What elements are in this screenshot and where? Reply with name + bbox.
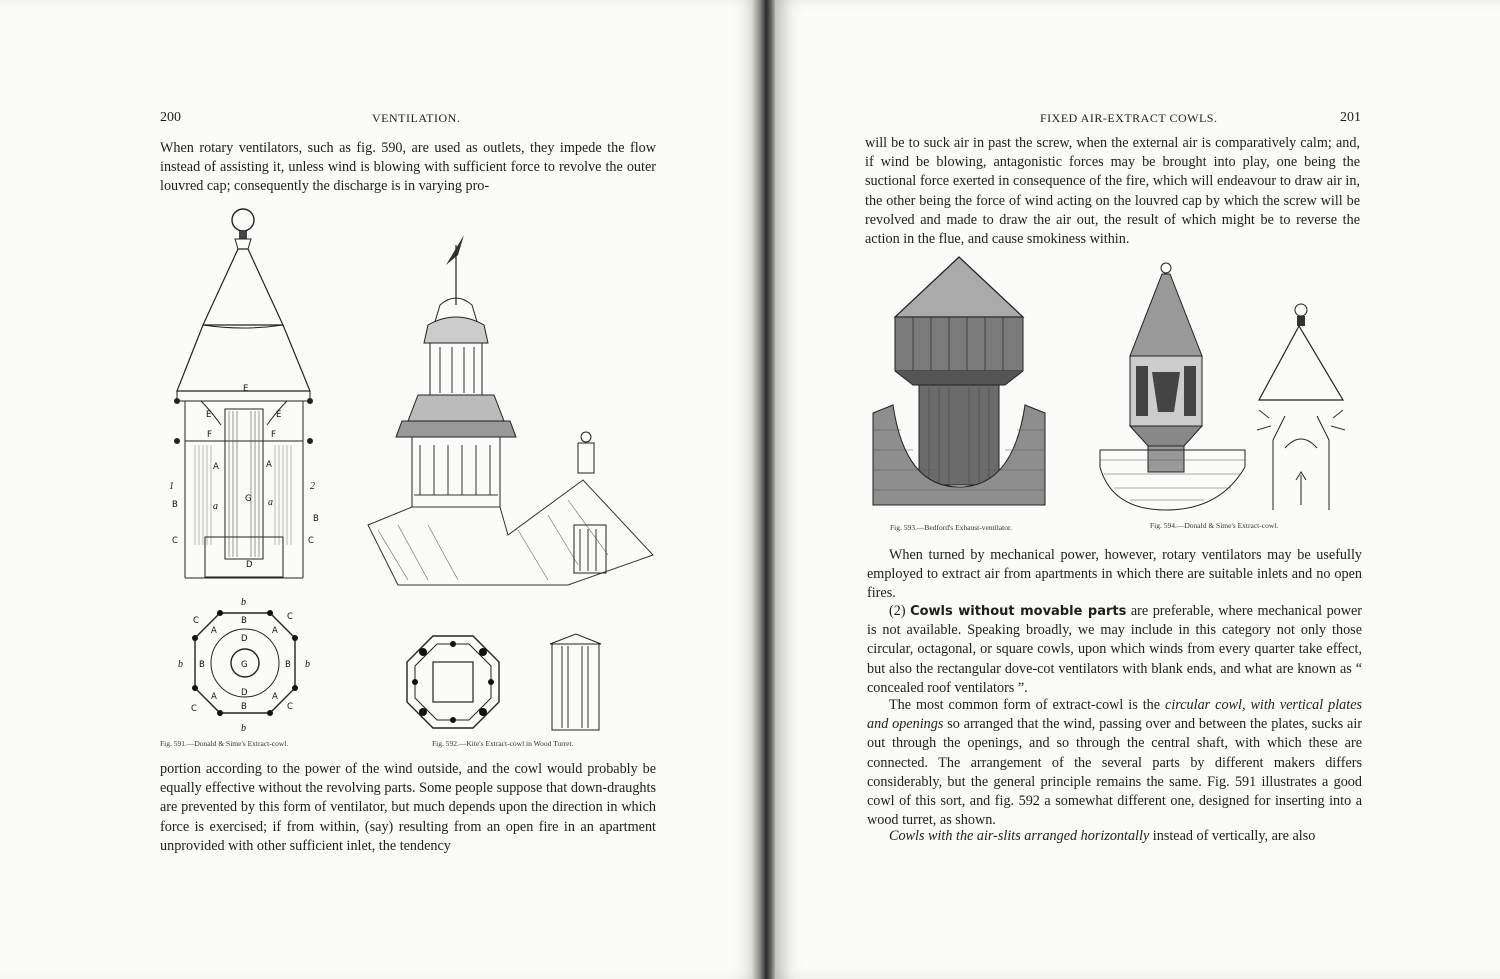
paragraph-rotary-mechanical: When turned by mechanical power, however, rotary ventilators may be usefully employed to extract air from apartments in which there are suitable inlets and no open fires. xyxy=(867,547,1362,602)
label-a-left: A xyxy=(213,462,219,472)
plan-label-b-small-left: b xyxy=(178,659,183,670)
section-heading-bold: Cowls without movable parts xyxy=(910,604,1127,619)
label-e-right: E xyxy=(276,410,282,420)
paragraph-cowls-without-movable-parts xyxy=(867,602,1362,698)
label-c-left: C xyxy=(172,536,178,546)
paragraph-3-lead: The most common form of extract-cowl is the xyxy=(889,697,1161,713)
page-number-right: 201 xyxy=(1340,110,1361,125)
label-e-top: E xyxy=(243,384,249,394)
label-c-right: C xyxy=(308,536,314,546)
fig-592-turret xyxy=(368,225,653,610)
label-b-left: B xyxy=(172,500,178,510)
label-1: 1 xyxy=(169,481,174,492)
plan-label-c-br: C xyxy=(287,702,293,712)
paragraph-4-rest: instead of vertically, are also xyxy=(1152,828,1316,844)
label-b-right: B xyxy=(313,514,319,524)
running-head-left: VENTILATION. xyxy=(372,111,461,125)
plan-label-b-left: B xyxy=(199,660,205,670)
fig-592-caption: Fig. 592.—Kite's Extract-cowl in Wood Turret. xyxy=(432,739,574,748)
paragraph-2-text: are preferable, where mechanical power is not available. Speaking broadly, we may include in this category not only those circular, octagonal, or square cowls, upon which winds from every quarter take effect, but also the rectangular dove-cot ventilators with blank ends, and what are known as “ concealed roof ventilators ”. xyxy=(867,603,1363,696)
label-a-right: A xyxy=(266,460,272,470)
label-f-left: F xyxy=(207,430,212,440)
fig-594-caption: Fig. 594.—Donald & Sime's Extract-cowl. xyxy=(1150,521,1279,530)
fig-594-extract-cowl-view xyxy=(1100,262,1245,512)
fig-591-caption: Fig. 591.—Donald & Sime's Extract-cowl. xyxy=(160,739,289,748)
plan-label-b-small-right: b xyxy=(305,659,310,670)
paragraph-horizontal-slits xyxy=(867,827,1362,846)
right-page xyxy=(775,0,1500,979)
paragraph-3-rest: so arranged that the wind, passing over and between the plates, sucks air out through the openings, and so through the central shaft, with which these are connected. The arrangement of the several parts by different makers differs considerably, but the general principle remains the same. Fig. 591 illustrates a good cowl of this sort, and fig. 592 a somewhat different one, designed for inserting into a wood turret, as shown. xyxy=(867,716,1362,829)
paragraph-bottom-left: portion according to the power of the wind outside, and the cowl would probably be equally effective without the revolving parts. Some people suppose that down-draughts are prevented by this form of ventilator, but much depends upon the direction in which force is exercised; if from within, (say) resulting from an open fire in an apartment unprovided with other sufficient inlet, the tendency xyxy=(160,761,656,854)
plan-label-c-tr: C xyxy=(287,612,293,622)
page-number-left: 200 xyxy=(160,110,181,125)
plan-label-a-bl: A xyxy=(211,692,217,702)
plan-label-b-right: B xyxy=(285,660,291,670)
label-e-left: E xyxy=(206,410,212,420)
paragraph-top-left: When rotary ventilators, such as fig. 590, are used as outlets, they impede the flow instead of assisting it, unless wind is blowing with sufficient force to revolve the outer louvred cap; consequently the discharge is in varying pro- xyxy=(160,140,656,195)
running-head-right: FIXED AIR-EXTRACT COWLS. xyxy=(1040,111,1218,125)
plan-label-b-small-bottom: b xyxy=(241,723,246,734)
fig-591-plan xyxy=(175,593,315,733)
plan-label-b-top: B xyxy=(241,616,247,626)
fig-591-elevation xyxy=(165,205,335,600)
fig-592-elevation xyxy=(548,632,603,732)
plan-label-a-tl: A xyxy=(211,626,217,636)
fig-593-caption: Fig. 593.—Bedford's Exhaust-ventilator. xyxy=(890,523,1012,532)
plan-label-g: G xyxy=(241,660,248,670)
fig-592-plan xyxy=(403,632,503,732)
label-g: G xyxy=(245,494,252,504)
plan-label-b-small-top: b xyxy=(241,597,246,608)
plan-label-b-bottom: B xyxy=(241,702,247,712)
paragraph-top-right: will be to suck air in past the screw, when the external air is comparatively calm; and, if wind be blowing, antagonistic forces may be brought into play, one being the suctional force exerted in consequence of the fire, which will endeavour to draw air in, the other being the force of wind acting on the louvred cap by which the screw will be revolved and made to draw the air out, the result of which might be to reverse the action in the flue, and cause smokiness within. xyxy=(865,135,1360,248)
paragraph-3-italic: circular cowl, with vertical plates and openings xyxy=(867,697,1363,733)
plan-label-d-top: D xyxy=(241,634,248,644)
paragraph-4-italic: Cowls with the air-slits arranged horizontally xyxy=(889,828,1150,844)
section-number: (2) xyxy=(889,603,906,619)
fig-593-exhaust-ventilator xyxy=(873,255,1045,515)
plan-label-a-br: A xyxy=(272,692,278,702)
paragraph-circular-cowl xyxy=(867,696,1362,830)
plan-label-c-tl: C xyxy=(193,616,199,626)
label-a-small-left: a xyxy=(213,501,218,512)
fig-594-extract-cowl-section xyxy=(1255,300,1365,515)
label-a-small-right: a xyxy=(268,497,273,508)
plan-label-d-bottom: D xyxy=(241,688,248,698)
plan-label-a-tr: A xyxy=(272,626,278,636)
label-d-elevation: D xyxy=(246,560,253,570)
label-f-right: F xyxy=(271,430,276,440)
label-2: 2 xyxy=(310,481,315,492)
plan-label-c-bl: C xyxy=(191,704,197,714)
